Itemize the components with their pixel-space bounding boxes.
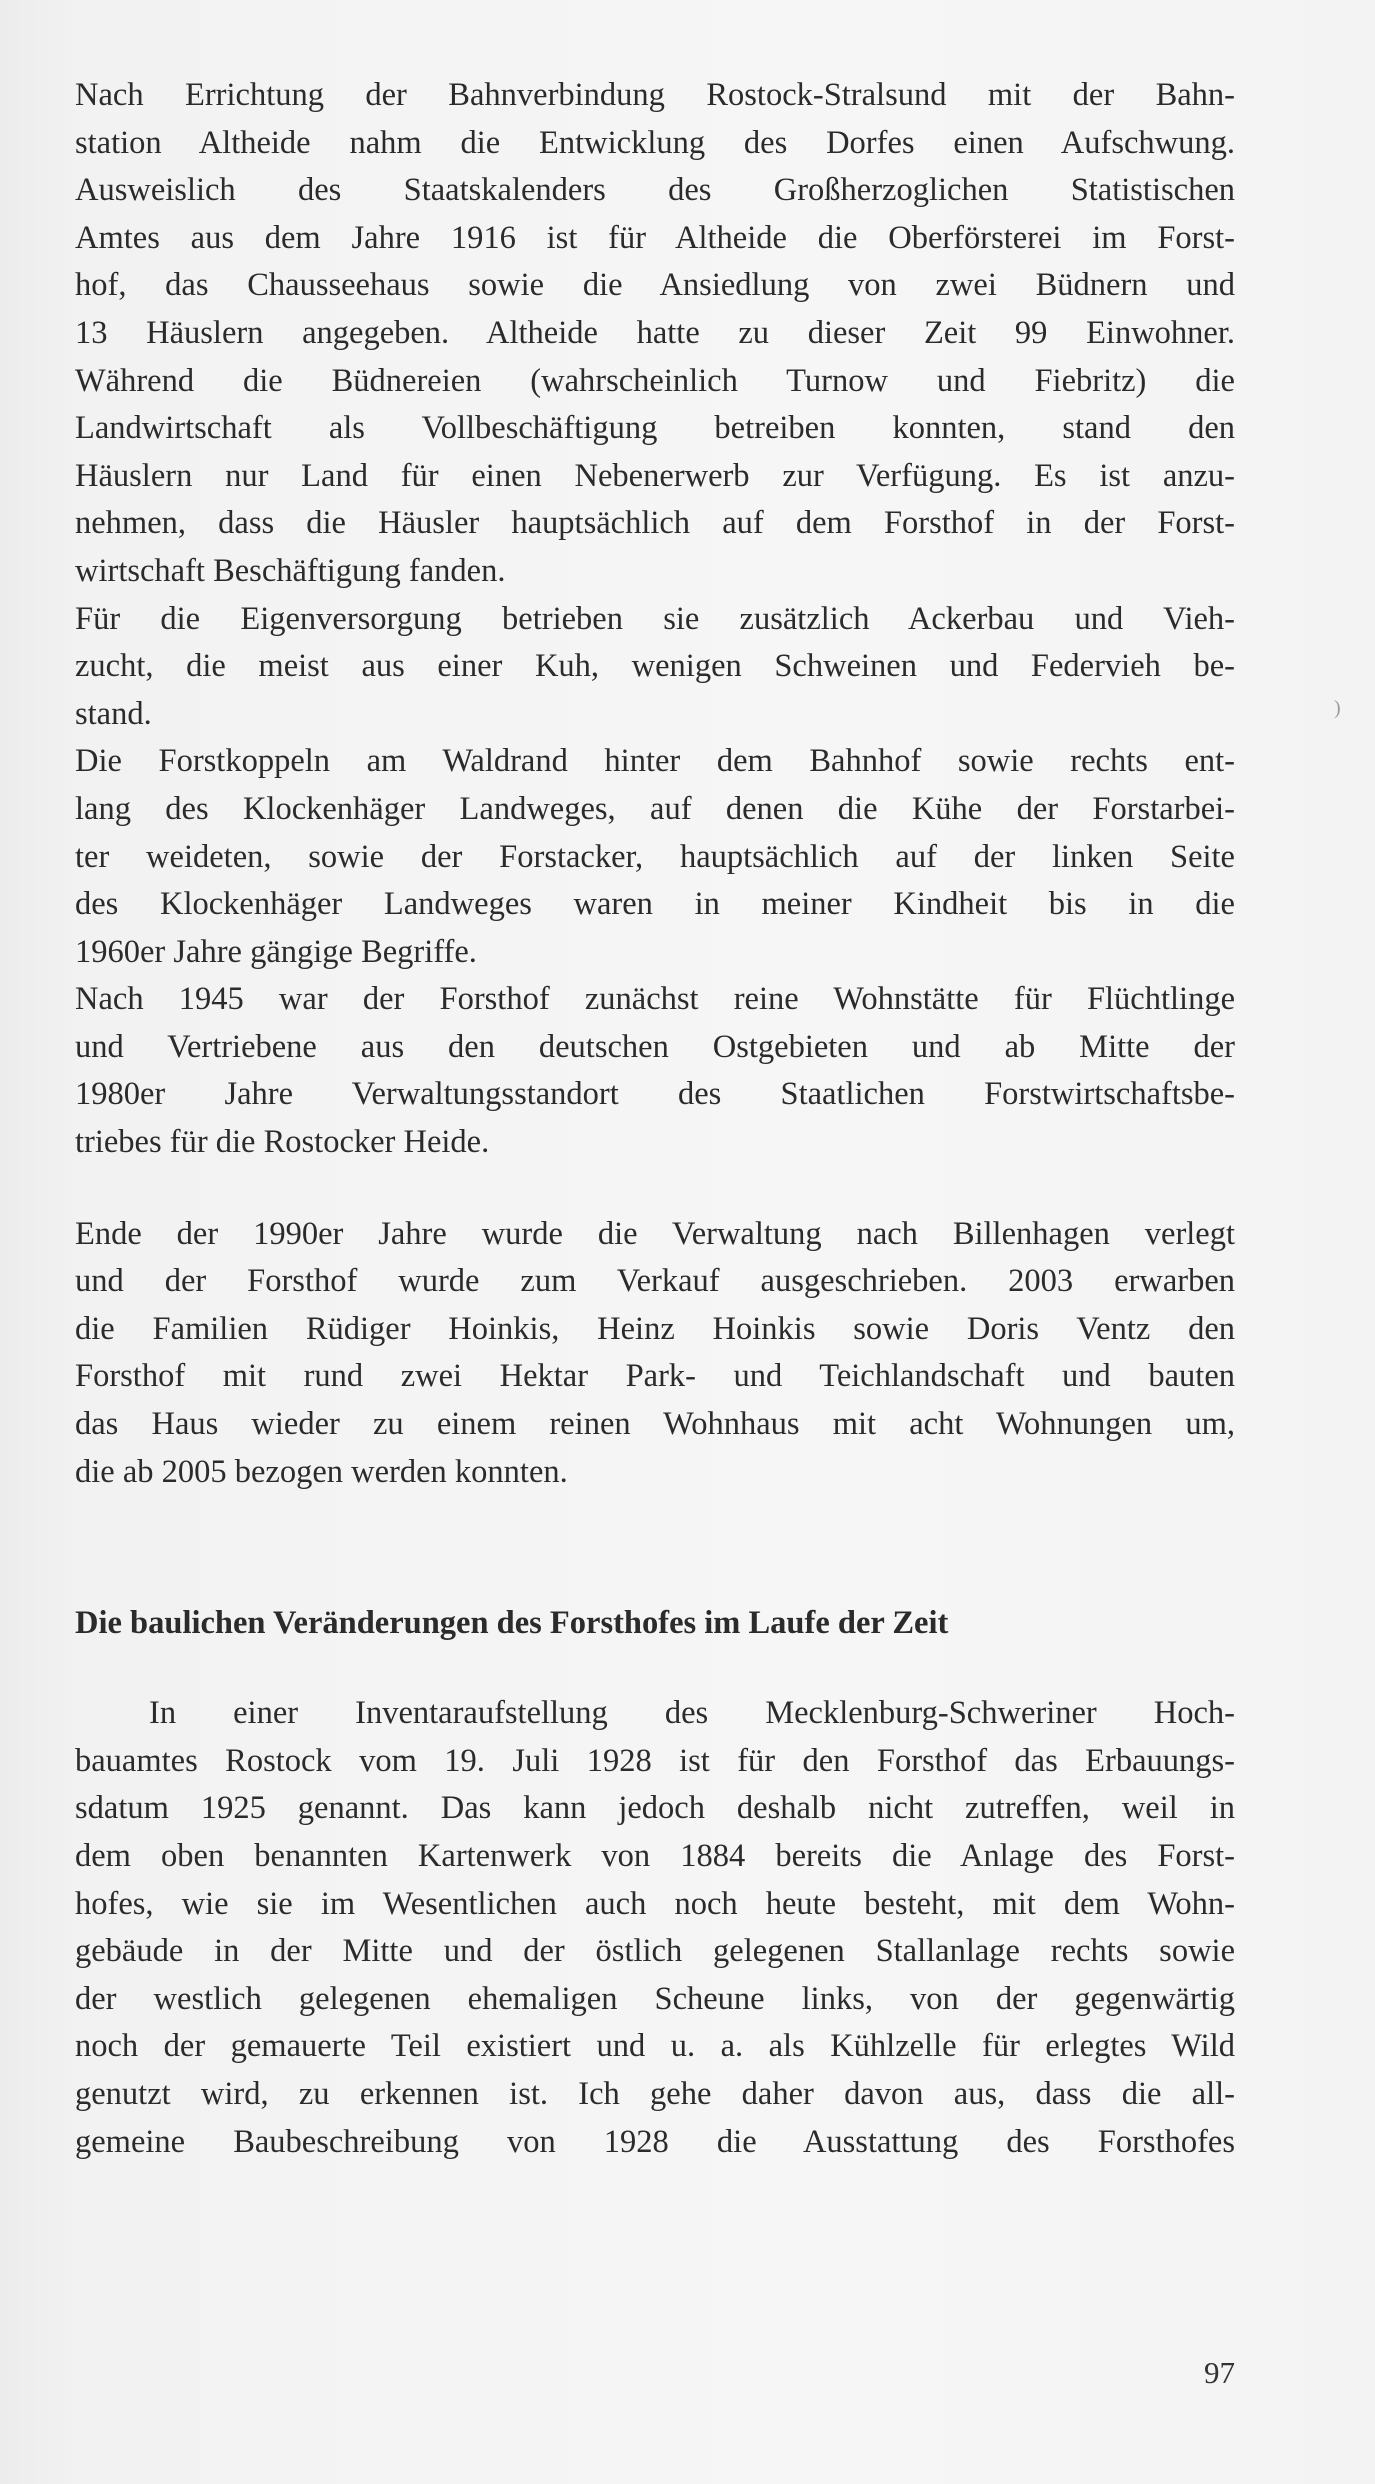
text-line: und der Forsthof wurde zum Verkauf ausgeschrieben. 2003 erwarben (75, 1263, 1235, 1300)
paragraph (75, 596, 1235, 739)
text-line: genutzt wird, zu erkennen ist. Ich gehe daher davon aus, dass die all- (75, 2075, 1235, 2112)
text-line: noch der gemauerte Teil existiert und u. a. als Kühlzelle für erlegtes Wild (75, 2028, 1235, 2065)
text-line: station Altheide nahm die Entwicklung des Dorfes einen Aufschwung. (75, 124, 1235, 161)
text-line: Nach 1945 war der Forsthof zunächst reine Wohnstätte für Flüchtlinge (75, 981, 1235, 1018)
text-line: bauamtes Rostock vom 19. Juli 1928 ist für den Forsthof das Erbauungs- (75, 1742, 1235, 1779)
text-line: gemeine Baubeschreibung von 1928 die Ausstattung des Forsthofes (75, 2123, 1235, 2160)
text-line: lang des Klockenhäger Landweges, auf denen die Kühe der Forstarbei- (75, 790, 1235, 827)
text-line: sdatum 1925 genannt. Das kann jedoch deshalb nicht zutreffen, weil in (75, 1790, 1235, 1827)
text-line: 13 Häuslern angegeben. Altheide hatte zu dieser Zeit 99 Einwohner. (75, 314, 1235, 351)
text-line: Forsthof mit rund zwei Hektar Park- und Teichlandschaft und bauten (75, 1358, 1235, 1395)
text-line: der westlich gelegenen ehemaligen Scheune links, von der gegenwärtig (75, 1980, 1235, 2017)
text-line: Amtes aus dem Jahre 1916 ist für Altheide die Oberförsterei im Forst- (75, 219, 1235, 256)
paragraph (75, 1690, 1235, 2166)
text-line: die ab 2005 bezogen werden konnten. (75, 1453, 568, 1490)
text-line: nehmen, dass die Häusler hauptsächlich auf dem Forsthof in der Forst- (75, 505, 1235, 542)
heading-spacer (75, 1648, 1235, 1690)
margin-pencil-mark: ) (1334, 697, 1341, 719)
text-line: Während die Büdnereien (wahrscheinlich Turnow und Fiebritz) die (75, 362, 1235, 399)
paragraph (75, 1211, 1235, 1497)
text-line: hof, das Chausseehaus sowie die Ansiedlung von zwei Büdnern und (75, 267, 1235, 304)
text-line: triebes für die Rostocker Heide. (75, 1124, 490, 1161)
text-line: Landwirtschaft als Vollbeschäftigung betreiben konnten, stand den (75, 410, 1235, 447)
paragraph (75, 738, 1235, 976)
text-line: wirtschaft Beschäftigung fanden. (75, 552, 506, 589)
text-line: 1980er Jahre Verwaltungsstandort des Staatlichen Forstwirtschaftsbe- (75, 1076, 1235, 1113)
text-line: und Vertriebene aus den deutschen Ostgebieten und ab Mitte der (75, 1028, 1235, 1065)
text-line: die Familien Rüdiger Hoinkis, Heinz Hoinkis sowie Doris Ventz den (75, 1310, 1235, 1347)
page-number: 97 (1204, 2355, 1235, 2390)
paragraph-spacer (75, 1167, 1235, 1211)
text-line: Für die Eigenversorgung betrieben sie zusätzlich Ackerbau und Vieh- (75, 600, 1235, 637)
text-line: hofes, wie sie im Wesentlichen auch noch heute besteht, mit dem Wohn- (75, 1885, 1235, 1922)
text-line: In einer Inventaraufstellung des Mecklenburg-Schweriner Hoch- (149, 1695, 1235, 1732)
text-line: Häuslern nur Land für einen Nebenerwerb zur Verfügung. Es ist anzu- (75, 457, 1235, 494)
text-line: das Haus wieder zu einem reinen Wohnhaus mit acht Wohnungen um, (75, 1406, 1235, 1443)
text-line: dem oben benannten Kartenwerk von 1884 bereits die Anlage des Forst- (75, 1838, 1235, 1874)
paragraph (75, 72, 1235, 596)
text-line: des Klockenhäger Landweges waren in meiner Kindheit bis in die (75, 886, 1235, 923)
text-line: Ausweislich des Staatskalenders des Großherzoglichen Statistischen (75, 172, 1235, 209)
text-line: 1960er Jahre gängige Begriffe. (75, 933, 477, 970)
section-heading: Die baulichen Veränderungen des Forsthofes im Laufe der Zeit (75, 1605, 949, 1642)
paragraph (75, 976, 1235, 1166)
text-line: zucht, die meist aus einer Kuh, wenigen Schweinen und Federvieh be- (75, 648, 1235, 685)
section-spacer (75, 1496, 1235, 1598)
text-line: Ende der 1990er Jahre wurde die Verwaltung nach Billenhagen verlegt (75, 1215, 1235, 1252)
page-body (75, 72, 1235, 2166)
text-line: gebäude in der Mitte und der östlich gelegenen Stallanlage rechts sowie (75, 1933, 1235, 1970)
text-line: Nach Errichtung der Bahnverbindung Rostock-Stralsund mit der Bahn- (75, 77, 1235, 113)
text-line: stand. (75, 695, 152, 732)
text-line: ter weideten, sowie der Forstacker, hauptsächlich auf der linken Seite (75, 838, 1235, 875)
text-line: Die Forstkoppeln am Waldrand hinter dem Bahnhof sowie rechts ent- (75, 743, 1235, 780)
